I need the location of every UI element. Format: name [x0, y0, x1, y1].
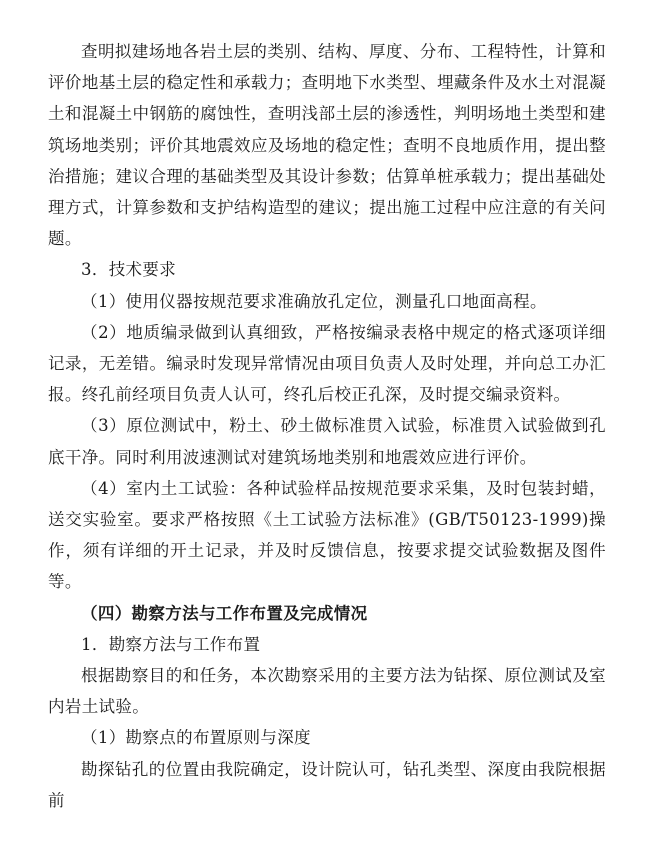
subheading-point-layout: （1）勘察点的布置原则与深度 — [81, 728, 311, 748]
section-heading-methods: （四）勘察方法与工作布置及完成情况 — [81, 603, 368, 623]
requirement-item-2: （2）地质编录做到认真细致，严格按编录表格中规定的格式逐项详细记录，无差错。编录时发现异常情况由项目负责人及时处理，并向总工办汇报。终孔前经项目负责人认可，终孔后校正孔深，及时提交编录资料。 — [48, 322, 606, 405]
paragraph-borehole-location: 勘探钻孔的位置由我院确定，设计院认可，钻孔类型、深度由我院根据前 — [48, 759, 606, 810]
requirement-item-4: （4）室内土工试验：各种试验样品按规范要求采集，及时包装封蜡，送交实验室。要求严格按照《土工试验方法标准》(GB/T50123-1999)操作，须有详细的开土记录，并及时反馈信息，按要求提交试验数据及图件等。 — [48, 478, 606, 592]
subheading-methods-layout: 1．勘察方法与工作布置 — [81, 634, 261, 654]
requirement-item-3: （3）原位测试中，粉土、砂土做标准贯入试验，标准贯入试验做到孔底干净。同时利用波速测试对建筑场地类别和地震效应进行评价。 — [48, 416, 606, 467]
paragraph-main-methods: 根据勘察目的和任务，本次勘察采用的主要方法为钻探、原位测试及室内岩土试验。 — [48, 666, 606, 717]
heading-technical-requirements: 3．技术要求 — [81, 260, 177, 280]
requirement-item-1: （1）使用仪器按规范要求准确放孔定位，测量孔口地面高程。 — [81, 291, 547, 311]
document-page — [48, 36, 606, 816]
paragraph-investigation-scope: 查明拟建场地各岩土层的类别、结构、厚度、分布、工程特性，计算和评价地基土层的稳定性和承载力；查明地下水类型、埋藏条件及水土对混凝土和混凝土中钢筋的腐蚀性，查明浅部土层的渗透性，判明场地土类型和建筑场地类别；评价其地震效应及场地的稳定性；查明不良地质作用，提出整治措施；建议合理的基础类型及其设计参数；估算单桩承载力；提出基础处理方式，计算参数和支护结构造型的建议；提出施工过程中应注意的有关问题。 — [48, 42, 606, 249]
